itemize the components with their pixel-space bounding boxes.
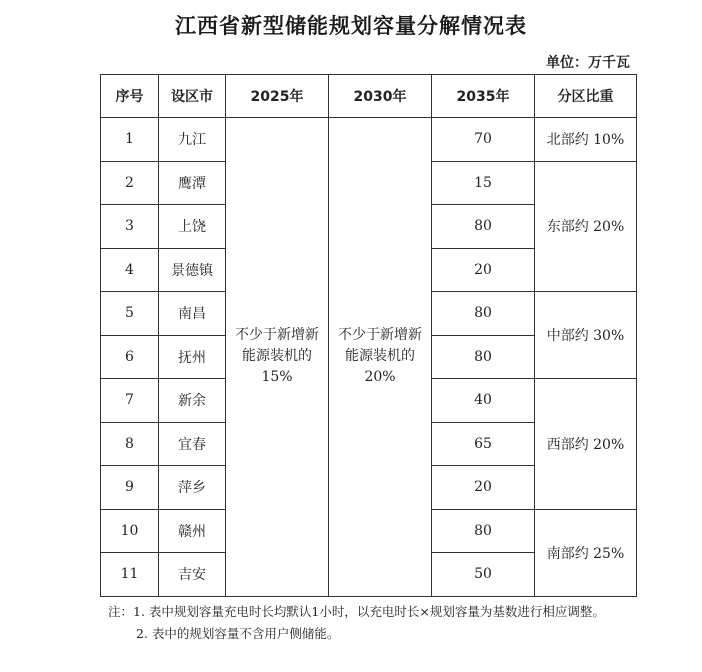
row-capacity-2035: 80: [432, 509, 535, 553]
header-2035: 2035年: [432, 75, 535, 118]
row-city: 吉安: [159, 553, 226, 597]
capacity-table: [100, 74, 637, 597]
footnote-1: 注：1. 表中规划容量充电时长均默认1小时，以充电时长×规划容量为基数进行相应调整。: [108, 604, 605, 619]
header-row: [101, 75, 637, 118]
region-central: 中部约 30%: [535, 292, 637, 379]
row-city: 九江: [159, 118, 226, 162]
row-city: 景德镇: [159, 248, 226, 292]
target-2030-cell: [329, 118, 432, 597]
row-capacity-2035: 80: [432, 205, 535, 249]
target-2030-text: 不少于新增新能源装机的 20%: [338, 327, 422, 386]
row-capacity-2035: 20: [432, 466, 535, 510]
region-west: 西部约 20%: [535, 379, 637, 510]
row-index: 7: [101, 379, 159, 423]
row-index: 4: [101, 248, 159, 292]
target-2025-text: 不少于新增新能源装机的 15%: [235, 327, 319, 386]
row-index: 8: [101, 422, 159, 466]
header-2030: 2030年: [329, 75, 432, 118]
row-index: 2: [101, 161, 159, 205]
row-index: 3: [101, 205, 159, 249]
row-capacity-2035: 15: [432, 161, 535, 205]
page-title: 江西省新型储能规划容量分解情况表: [175, 14, 527, 38]
footnote-2: 2. 表中的规划容量不含用户侧储能。: [136, 626, 340, 641]
row-index: 1: [101, 118, 159, 162]
row-index: 9: [101, 466, 159, 510]
header-index: 序号: [101, 75, 159, 118]
row-capacity-2035: 65: [432, 422, 535, 466]
row-city: 抚州: [159, 335, 226, 379]
region-north: 北部约 10%: [535, 118, 637, 162]
header-city: 设区市: [159, 75, 226, 118]
row-capacity-2035: 50: [432, 553, 535, 597]
target-2025-cell: [226, 118, 329, 597]
row-index: 10: [101, 509, 159, 553]
row-index: 6: [101, 335, 159, 379]
row-city: 上饶: [159, 205, 226, 249]
footnotes: [108, 601, 648, 645]
header-region-share: 分区比重: [535, 75, 637, 118]
row-capacity-2035: 70: [432, 118, 535, 162]
table-row: [101, 118, 637, 162]
header-2025: 2025年: [226, 75, 329, 118]
row-index: 5: [101, 292, 159, 336]
region-south: 南部约 25%: [535, 509, 637, 596]
row-capacity-2035: 20: [432, 248, 535, 292]
row-city: 南昌: [159, 292, 226, 336]
row-capacity-2035: 80: [432, 335, 535, 379]
row-city: 新余: [159, 379, 226, 423]
row-capacity-2035: 80: [432, 292, 535, 336]
row-capacity-2035: 40: [432, 379, 535, 423]
unit-label: 单位：万千瓦: [546, 55, 630, 71]
region-east: 东部约 20%: [535, 161, 637, 292]
row-city: 赣州: [159, 509, 226, 553]
row-city: 宜春: [159, 422, 226, 466]
row-city: 鹰潭: [159, 161, 226, 205]
row-city: 萍乡: [159, 466, 226, 510]
row-index: 11: [101, 553, 159, 597]
